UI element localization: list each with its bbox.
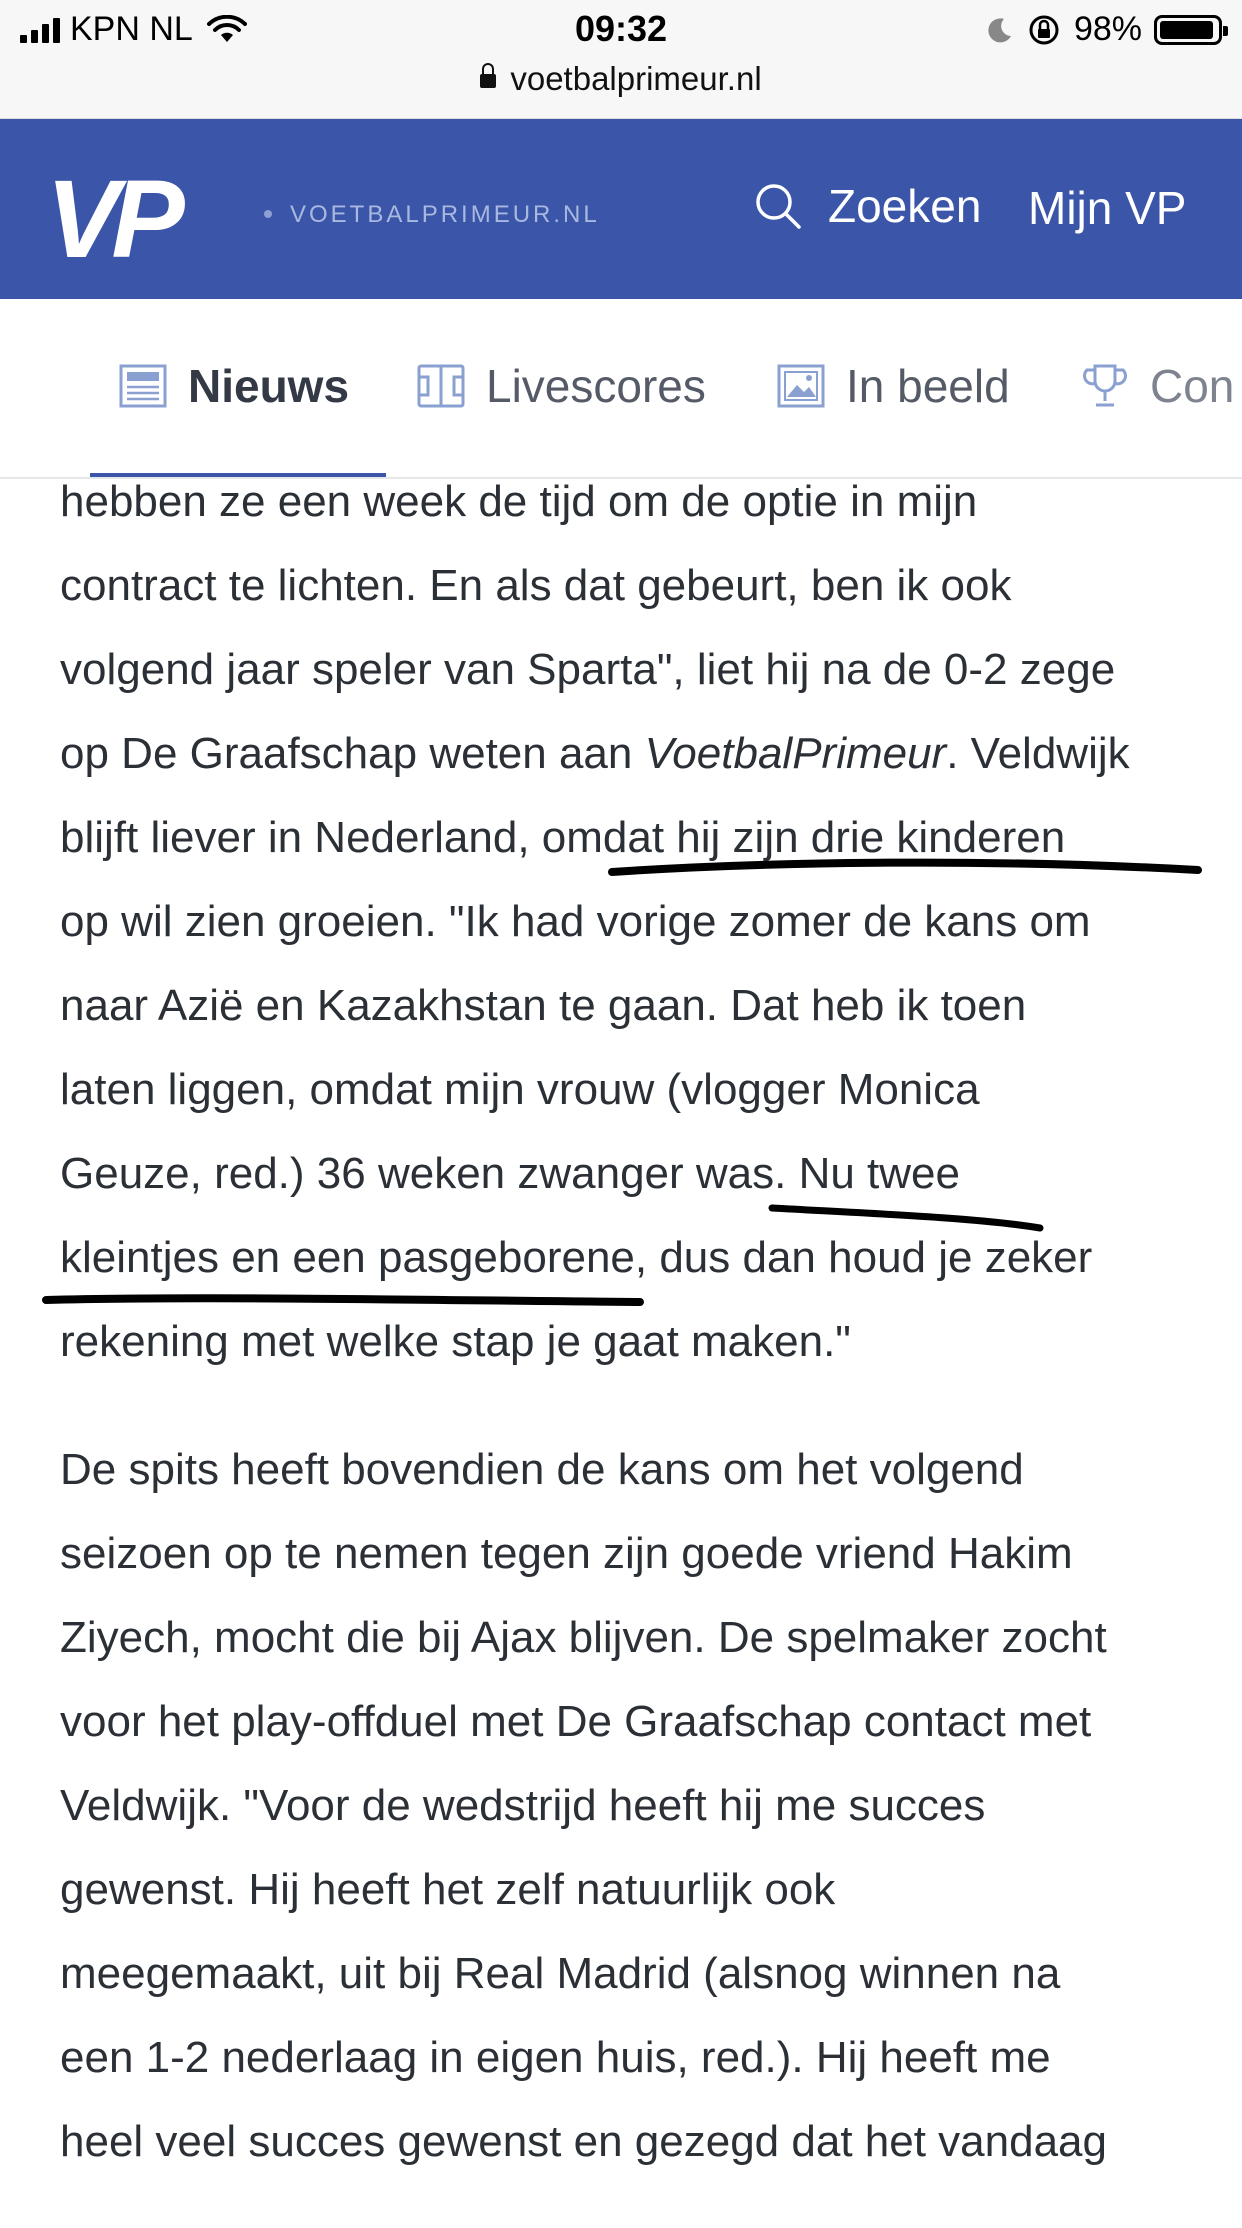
text-line: seizoen op te nemen tegen zijn goede vriend Hakim <box>60 1529 1073 1578</box>
rotation-lock-icon <box>1026 12 1062 48</box>
site-name <box>264 201 600 229</box>
carrier-label: KPN NL <box>70 10 193 48</box>
section-nav <box>0 299 1242 479</box>
tab-competities[interactable] <box>1080 359 1234 413</box>
url-text: voetbalprimeur.nl <box>510 60 762 97</box>
status-bar <box>0 0 1242 119</box>
text-line: De spits heeft bovendien de kans om het volgend <box>60 1445 1024 1494</box>
moon-icon <box>986 16 1014 44</box>
clock: 09:32 <box>574 8 668 49</box>
tab-nieuws[interactable] <box>118 359 349 413</box>
pitch-icon <box>416 361 466 411</box>
text-line: naar Azië en Kazakhstan te gaan. Dat heb ik toen <box>60 981 1027 1030</box>
trophy-icon <box>1080 361 1130 411</box>
battery-percent: 98% <box>1073 10 1142 48</box>
text-line: volgend jaar speler van Sparta", liet hij na de 0-2 zege <box>60 645 1116 694</box>
battery-icon <box>1154 15 1222 45</box>
text-line <box>60 712 1200 796</box>
text-line: voor het play-offduel met De Graafschap contact met <box>60 1697 1092 1746</box>
text-line: rekening met welke stap je gaat maken." <box>60 1317 851 1366</box>
tab-label: Livescores <box>486 360 706 412</box>
tab-in-beeld[interactable] <box>776 359 1010 413</box>
lock-icon <box>480 74 496 88</box>
text-segment: op De Graafschap weten aan <box>60 729 645 778</box>
text-line: gewenst. Hij heeft het zelf natuurlijk ook <box>60 1865 836 1914</box>
status-right <box>986 10 1222 49</box>
tab-label: In beeld <box>846 360 1010 412</box>
text-line: op wil zien groeien. "Ik had vorige zomer de kans om <box>60 897 1091 946</box>
tab-livescores[interactable] <box>416 359 706 413</box>
article-paragraph <box>60 460 1200 1384</box>
mijn-vp-button[interactable]: Mijn VP <box>1028 182 1187 234</box>
text-line: Geuze, red.) 36 weken zwanger was. Nu twee <box>60 1149 961 1198</box>
newspaper-icon <box>118 361 168 411</box>
text-line: kleintjes en een pasgeborene, dus dan houd je zeker <box>60 1233 1093 1282</box>
text-line: Ziyech, mocht die bij Ajax blijven. De spelmaker zocht <box>60 1613 1107 1662</box>
text-line: meegemaakt, uit bij Real Madrid (alsnog winnen na <box>60 1949 1061 1998</box>
text-line: laten liggen, omdat mijn vrouw (vlogger Monica <box>60 1065 980 1114</box>
text-line: heel veel succes gewenst en gezegd dat het vandaag <box>60 2117 1107 2166</box>
search-button[interactable] <box>754 179 981 233</box>
text-line: hebben ze een week de tijd om de optie in mijn <box>60 477 978 526</box>
text-line: Veldwijk. "Voor de wedstrijd heeft hij me succes <box>60 1781 986 1830</box>
article-paragraph <box>60 1428 1200 2184</box>
site-header <box>0 119 1242 299</box>
article-body <box>60 460 1200 2228</box>
source-name: VoetbalPrimeur <box>644 729 947 778</box>
search-label: Zoeken <box>828 180 982 232</box>
text-line: contract te lichten. En als dat gebeurt, ben ik ook <box>60 561 1012 610</box>
tab-label: Con <box>1150 360 1235 412</box>
site-name-label: VOETBALPRIMEUR.NL <box>290 201 600 228</box>
address-bar[interactable] <box>0 60 1242 98</box>
search-icon <box>754 182 802 230</box>
image-icon <box>776 361 826 411</box>
tab-label: Nieuws <box>188 360 350 412</box>
text-line: een 1-2 nederlaag in eigen huis, red.). Hij heeft me <box>60 2033 1051 2082</box>
text-segment: . Veldwijk <box>946 729 1130 778</box>
vp-logo[interactable]: VP <box>46 158 177 281</box>
text-line: blijft liever in Nederland, omdat hij zijn drie kinderen <box>60 813 1066 862</box>
